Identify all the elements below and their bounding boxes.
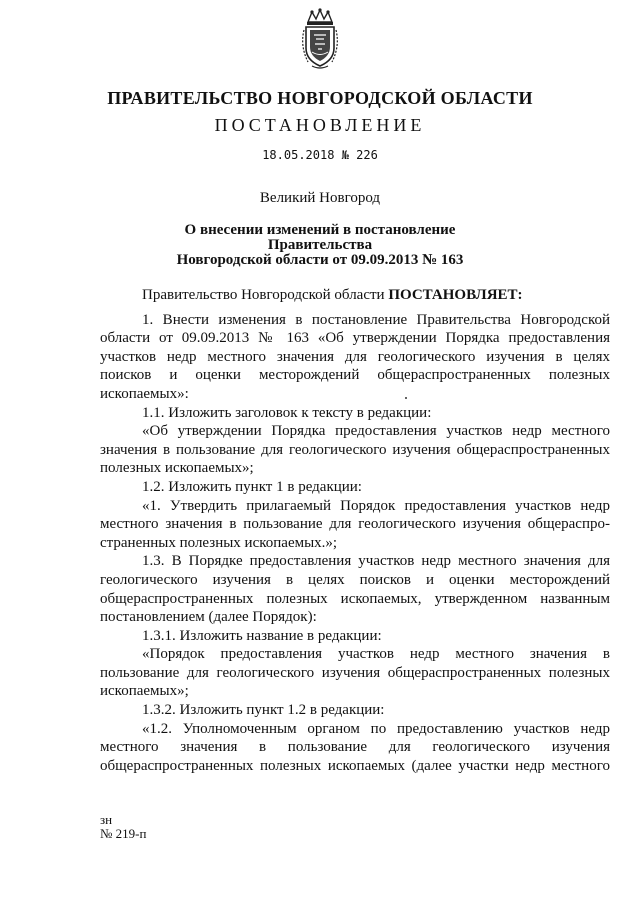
document-type: ПОСТАНОВЛЕНИЕ xyxy=(214,115,426,135)
body-line: 1.1. Изложить заголовок к тексту в редакции: xyxy=(142,404,432,421)
body-line: общераспространенных полезных ископаемых, утвержденном названным xyxy=(100,590,610,607)
body-line: ископаемых»; xyxy=(100,683,189,700)
executor-initials: зн xyxy=(100,812,113,827)
body-line: поисков и оценки месторождений общераспространенных полезных xyxy=(100,367,610,384)
city: Великий Новгород xyxy=(259,190,381,206)
document-body xyxy=(100,286,610,775)
body-line: постановлением (далее Порядок): xyxy=(100,609,317,626)
body-line: «1. Утвердить прилагаемый Порядок предоставления участков недр xyxy=(142,497,610,514)
body-line: геологического изучения в целях поисков и оценки месторождений xyxy=(100,571,610,588)
body-line: 1.2. Изложить пункт 1 в редакции: xyxy=(142,478,362,495)
body-line: общераспространенных полезных ископаемых (далее участки недр местного xyxy=(100,757,610,774)
lead-keyword: ПОСТАНОВЛЯЕТ: xyxy=(388,287,523,303)
body-line: «Об утверждении Порядка предоставления участков недр местного xyxy=(142,423,610,440)
body-line: полезных ископаемых»; xyxy=(100,460,254,477)
body-line: 1. Внести изменения в постановление Правительства Новгородской xyxy=(142,311,610,328)
body-line: 1.3.2. Изложить пункт 1.2 в редакции: xyxy=(142,702,385,719)
body-line: страненных полезных ископаемых.»; xyxy=(100,534,338,551)
document-subject xyxy=(140,223,500,268)
organization-name: ПРАВИТЕЛЬСТВО НОВГОРОДСКОЙ ОБЛАСТИ xyxy=(107,88,533,108)
body-line: ископаемых»: xyxy=(100,385,189,402)
subject-line-1: О внесении изменений в постановление Правительства xyxy=(184,222,456,253)
body-line: области от 09.09.2013 № 163 «Об утверждении Порядка предоставления xyxy=(100,330,610,347)
body-line: «1.2. Уполномоченным органом по предоставлению участков недр xyxy=(142,720,610,737)
document-reg-number: № 219-п xyxy=(100,826,147,841)
body-line: участков недр местного значения для геологического изучения в целях xyxy=(100,348,610,365)
body-line: «Порядок предоставления участков недр местного значения в xyxy=(142,646,610,663)
lead-paragraph xyxy=(100,286,610,305)
coat-of-arms-emblem xyxy=(298,8,342,70)
lead-text: Правительство Новгородской области xyxy=(142,287,389,303)
body-line: местного значения в пользование для геологического изучения xyxy=(100,739,610,756)
date-and-number: 18.05.2018 № 226 xyxy=(262,148,378,162)
body-line: местного значения в пользование для геологического изучения общераспро- xyxy=(100,516,610,533)
body-line: значения в пользование для геологического изучения общераспространенных xyxy=(100,441,610,458)
body-line: 1.3. В Порядке предоставления участков недр местного значения для xyxy=(142,553,610,570)
footer-reference xyxy=(100,813,146,841)
body-line: 1.3.1. Изложить название в редакции: xyxy=(142,627,382,644)
body-line: пользование для геологического изучения общераспространенных полезных xyxy=(100,664,610,681)
subject-line-2: Новгородской области от 09.09.2013 № 163 xyxy=(176,252,464,268)
